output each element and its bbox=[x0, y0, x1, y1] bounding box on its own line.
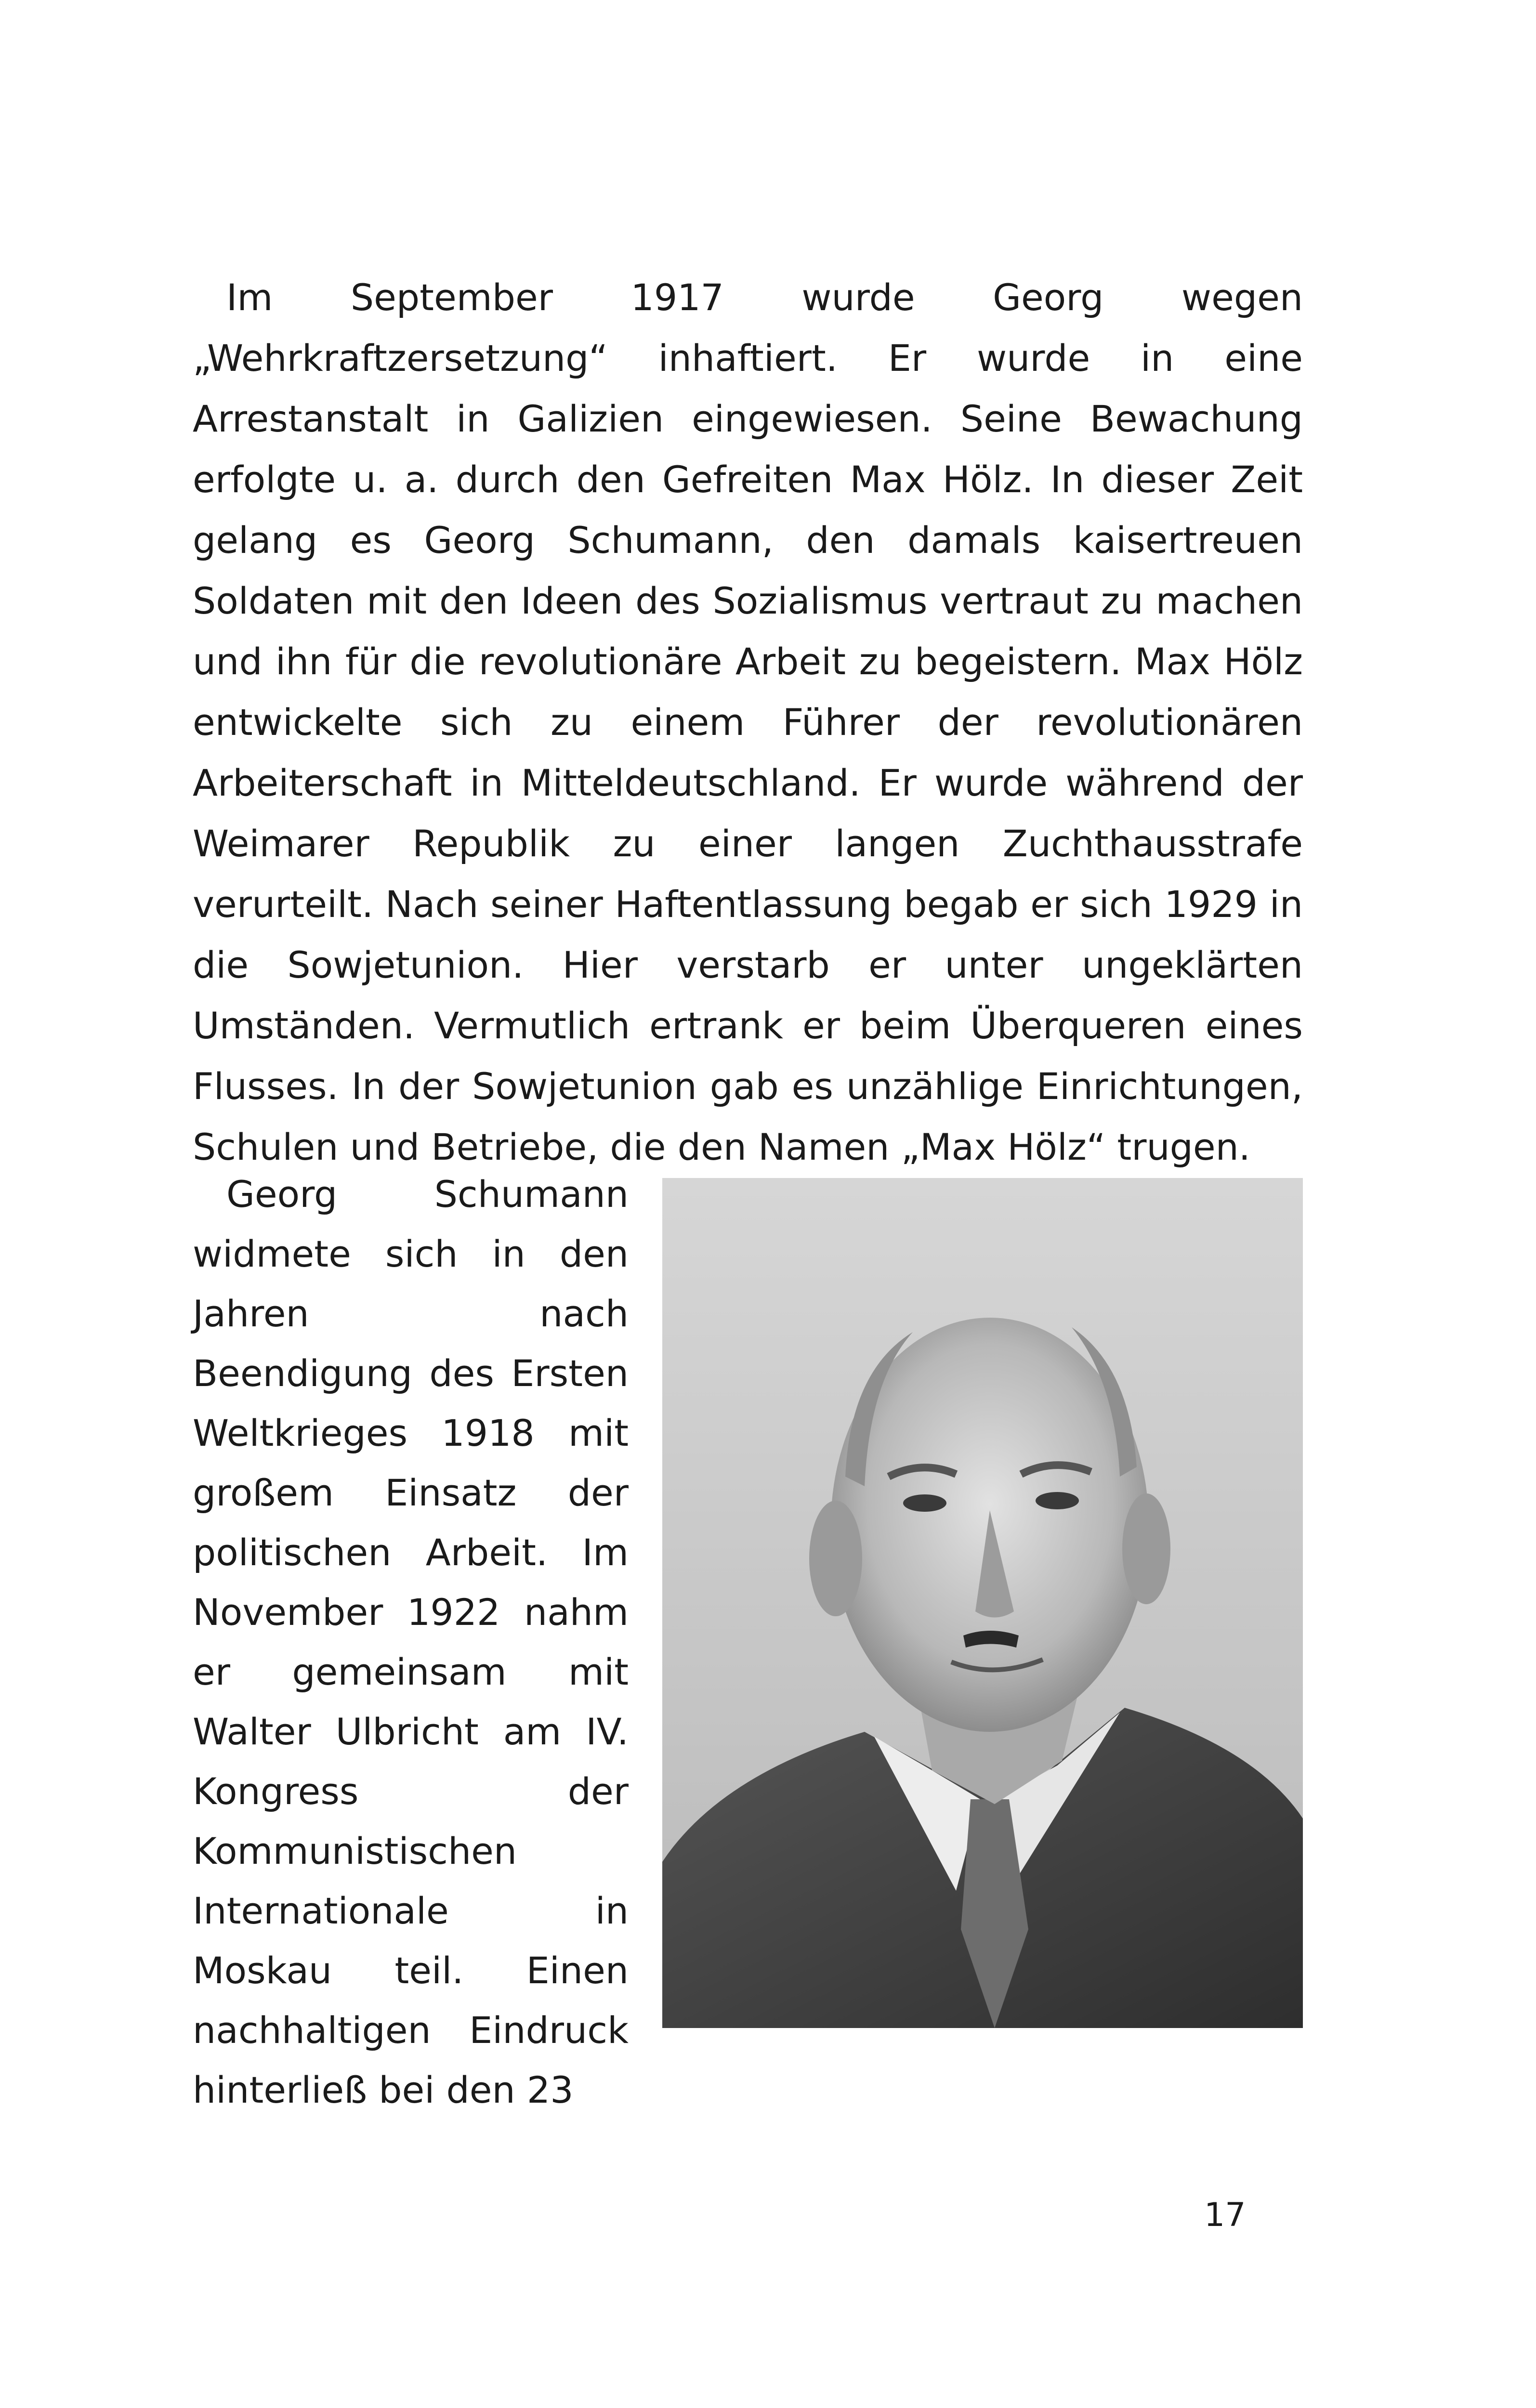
page-number: 17 bbox=[1204, 2196, 1246, 2234]
body-paragraph-2: Georg Schumann widmete sich in den Jahren nach Beendigung des Ersten Weltkrieges 1918 mit großem Einsatz der politischen Arbeit. Im November 1922 nahm er gemeinsam mit Walter Ulbricht am IV. Kongress der Kommunistischen Internationale in Moskau teil. Einen nachhaltigen Eindruck hinterließ bei den 23 bbox=[193, 1173, 629, 2111]
portrait-icon bbox=[662, 1178, 1303, 2028]
portrait-photo bbox=[662, 1178, 1303, 2028]
body-paragraph-1: Im September 1917 wurde Georg wegen „Wehrkraftzersetzung“ inhaftiert. Er wurde in eine Arrestanstalt in Galizien eingewiesen. Seine Bewachung erfolgte u. a. durch den Gefreiten Max Hölz. In dieser Zeit gelang es Georg Schumann, den damals kaisertreuen Soldaten mit den Ideen des Sozialismus vertraut zu machen und ihn für die revolutionäre Arbeit zu begeistern. Max Hölz entwickelte sich zu einem Führer der revolutionären Arbeiterschaft in Mitteldeutschland. Er wurde während der Weimarer Republik zu einer langen Zuchthausstrafe verurteilt. Nach seiner Haftentlassung begab er sich 1929 in die Sowjetunion. Hier verstarb er unter ungeklärten Umständen. Vermutlich ertrank er beim Überqueren eines Flusses. In der Sowjetunion gab es unzählige Einrichtungen, Schulen und Betriebe, die den Namen „Max Hölz“ trugen. bbox=[193, 276, 1303, 1168]
